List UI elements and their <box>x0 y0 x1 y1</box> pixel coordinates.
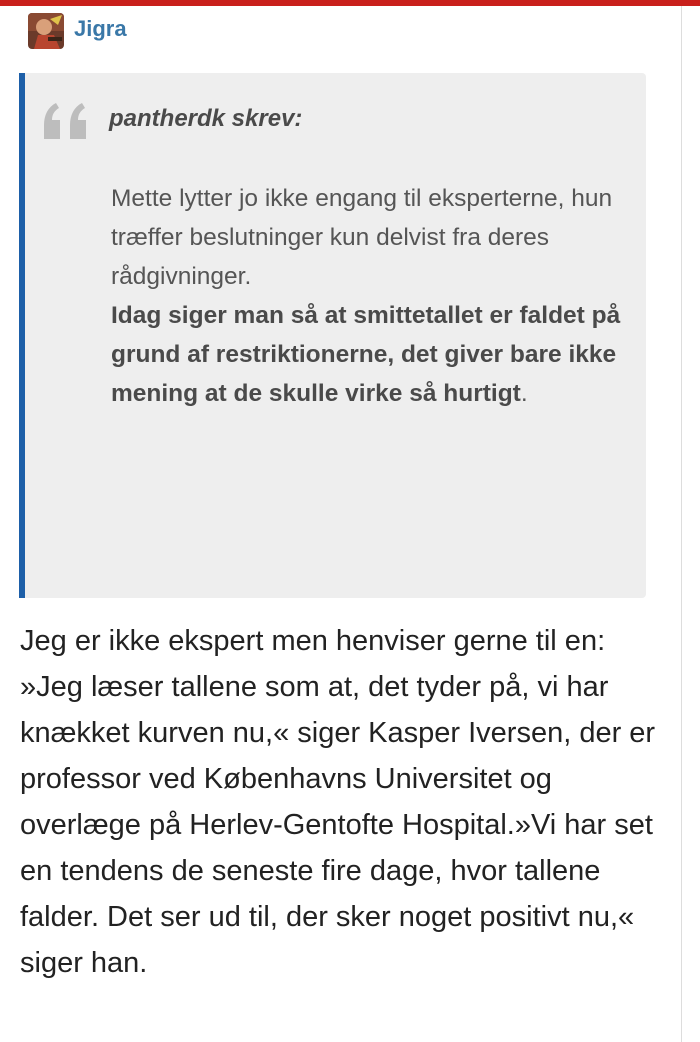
reply-text: »Jeg læser tallene som at, det tyder på, vi har knækket kurven nu,« siger Kasper Iversen, der er professor ved Københavns Universitet og overlæge på Herlev-Gentofte Hospital.»Vi har set en tendens de seneste fire dage, hvor tallene falder. Det ser ud til, der sker noget positivt nu,« siger han. <box>20 671 656 979</box>
content-divider <box>681 6 682 1042</box>
quote-author: pantherdk skrev: <box>109 105 303 132</box>
quote-text-plain: Mette lytter jo ikke engang til eksperterne, hun træffer beslutninger kun delvist fra deres rådgivninger. <box>111 185 613 290</box>
reply-intro: Jeg er ikke ekspert men henviser gerne til en: <box>20 625 606 657</box>
user-avatar-icon[interactable] <box>28 13 64 49</box>
post-author-link[interactable]: Jigra <box>74 16 127 41</box>
top-accent-bar <box>0 0 700 6</box>
quote-text <box>111 179 621 413</box>
quote-text-bold: Idag siger man så at smittetallet er faldet på grund af restriktionerne, det giver bare ikke mening at de skulle virke så hurtigt <box>111 302 621 407</box>
quote-block <box>19 73 646 598</box>
quote-icon <box>42 93 102 153</box>
post-body <box>20 618 670 986</box>
quote-text-end: . <box>520 380 528 407</box>
